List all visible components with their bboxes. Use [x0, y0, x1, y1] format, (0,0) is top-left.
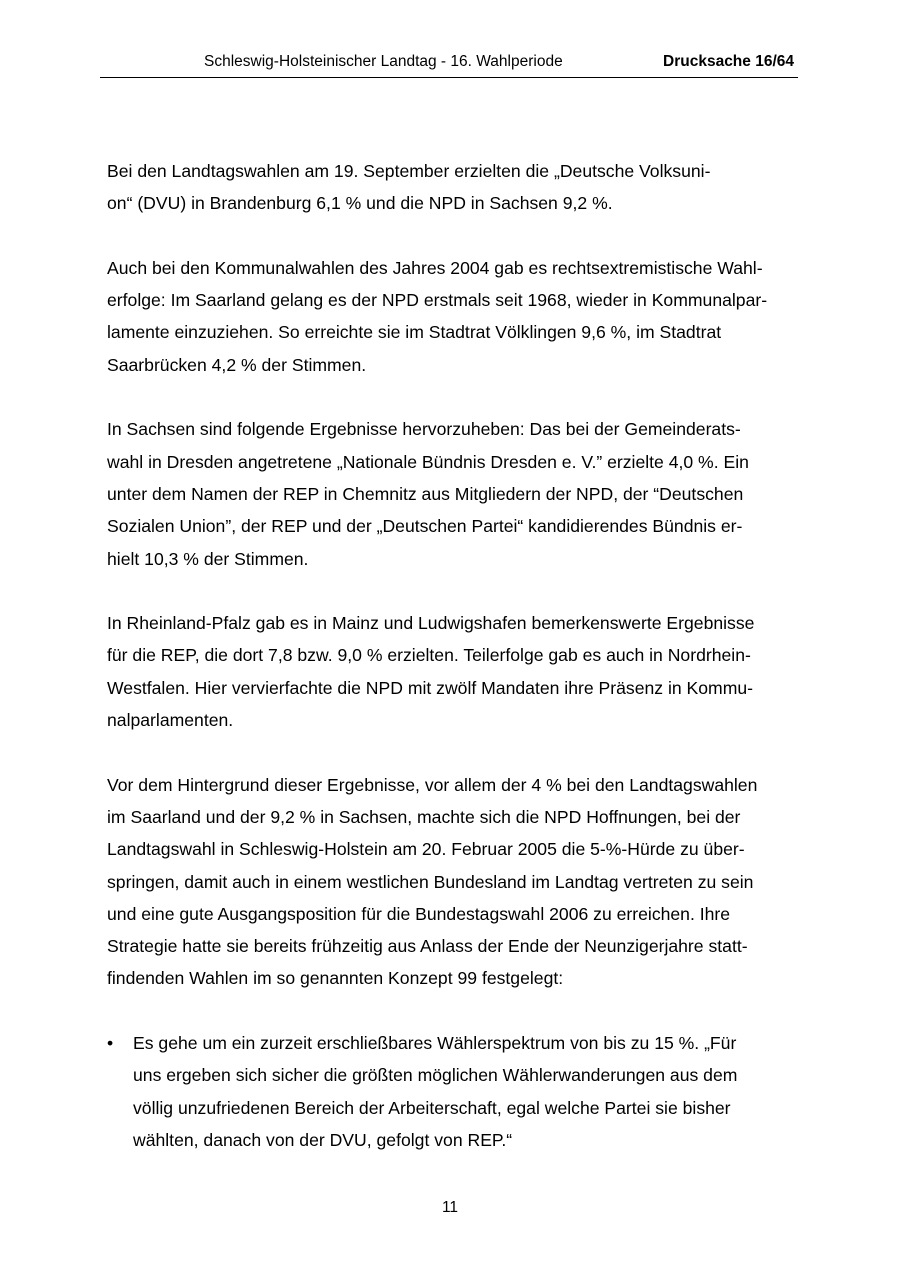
bullet-item [107, 1027, 797, 1156]
text-line: und eine gute Ausgangsposition für die Bundestagswahl 2006 zu erreichen. Ihre [107, 903, 731, 924]
document-number: Drucksache 16/64 [663, 53, 794, 70]
header-title: Schleswig-Holsteinischer Landtag - 16. Wahlperiode [204, 53, 563, 70]
text-line: on“ (DVU) in Brandenburg 6,1 % und die NPD in Sachsen 9,2 %. [107, 193, 613, 214]
text-line: wählten, danach von der DVU, gefolgt von REP.“ [133, 1129, 513, 1150]
text-line: wahl in Dresden angetretene „Nationale Bündnis Dresden e. V.” erzielte 4,0 %. Ein [107, 451, 749, 472]
text-line: In Rheinland-Pfalz gab es in Mainz und Ludwigshafen bemerkenswerte Ergebnisse [107, 613, 755, 634]
document-body [107, 155, 797, 1156]
text-line: im Saarland und der 9,2 % in Sachsen, machte sich die NPD Hoffnungen, bei der [107, 806, 741, 827]
text-line: hielt 10,3 % der Stimmen. [107, 548, 309, 569]
paragraph-4 [107, 607, 797, 736]
text-line: uns ergeben sich sicher die größten möglichen Wählerwanderungen aus dem [133, 1065, 738, 1086]
text-line: findenden Wahlen im so genannten Konzept 99 festgelegt: [107, 968, 564, 989]
text-line: Auch bei den Kommunalwahlen des Jahres 2004 gab es rechtsextremistische Wahl- [107, 257, 763, 278]
text-line: Vor dem Hintergrund dieser Ergebnisse, vor allem der 4 % bei den Landtagswahlen [107, 774, 758, 795]
paragraph-3 [107, 413, 797, 574]
text-line: Bei den Landtagswahlen am 19. September erzielten die „Deutsche Volksuni- [107, 161, 711, 181]
text-line: Strategie hatte sie bereits frühzeitig aus Anlass der Ende der Neunzigerjahre statt- [107, 936, 748, 957]
text-line: unter dem Namen der REP in Chemnitz aus Mitgliedern der NPD, der “Deutschen [107, 483, 744, 504]
text-line: nalparlamenten. [107, 710, 234, 731]
text-line: lamente einzuziehen. So erreichte sie im Stadtrat Völklingen 9,6 %, im Stadtrat [107, 322, 722, 343]
paragraph-5 [107, 769, 797, 995]
text-line: für die REP, die dort 7,8 bzw. 9,0 % erzielten. Teilerfolge gab es auch in Nordrhein- [107, 645, 751, 666]
text-line: Westfalen. Hier vervierfachte die NPD mit zwölf Mandaten ihre Präsenz in Kommu- [107, 677, 754, 698]
text-line: erfolge: Im Saarland gelang es der NPD erstmals seit 1968, wieder in Kommunalpar- [107, 290, 768, 311]
text-line: In Sachsen sind folgende Ergebnisse hervorzuheben: Das bei der Gemeinderats- [107, 419, 741, 440]
text-line: Sozialen Union”, der REP und der „Deutschen Partei“ kandidierendes Bündnis er- [107, 516, 743, 537]
paragraph-2 [107, 252, 797, 381]
text-line: Es gehe um ein zurzeit erschließbares Wählerspektrum von bis zu 15 %. „Für [133, 1033, 737, 1054]
paragraph-1 [107, 155, 797, 220]
bullet-marker: • [107, 1033, 114, 1054]
text-line: Saarbrücken 4,2 % der Stimmen. [107, 354, 367, 375]
page-number: 11 [441, 1199, 459, 1216]
text-line: Landtagswahl in Schleswig-Holstein am 20. Februar 2005 die 5-%-Hürde zu über- [107, 839, 745, 860]
text-line: springen, damit auch in einem westlichen Bundesland im Landtag vertreten zu sein [107, 871, 754, 892]
bullet-list [107, 1027, 797, 1156]
page-header [100, 52, 798, 78]
text-line: völlig unzufriedenen Bereich der Arbeiterschaft, egal welche Partei sie bisher [133, 1097, 731, 1118]
